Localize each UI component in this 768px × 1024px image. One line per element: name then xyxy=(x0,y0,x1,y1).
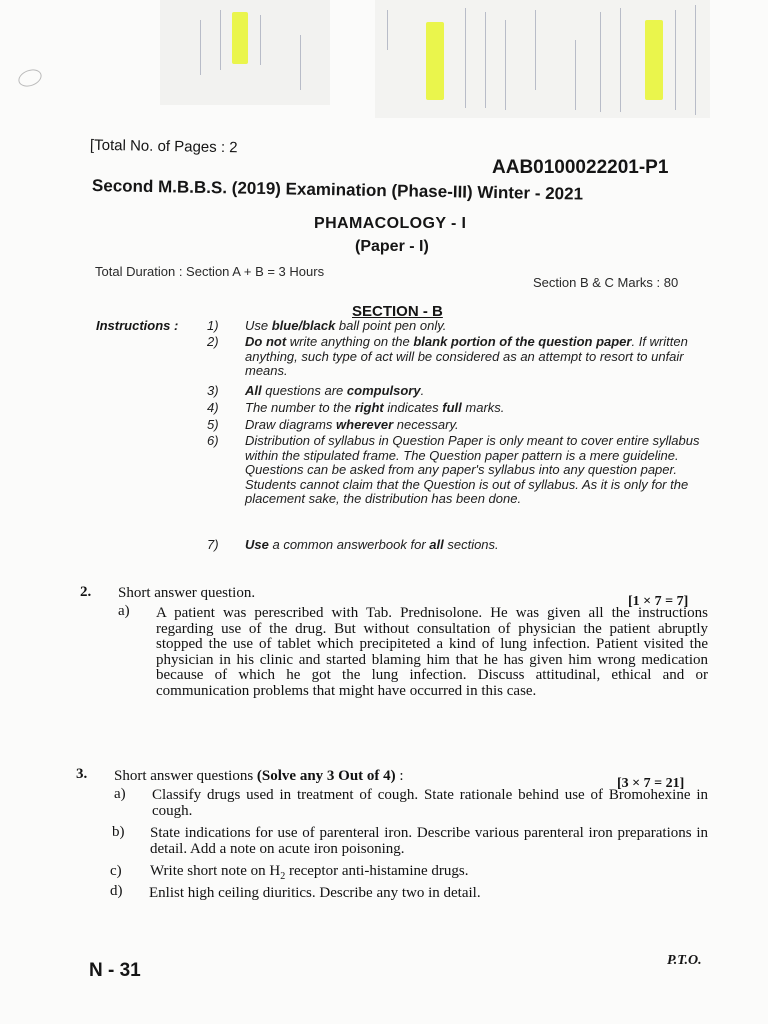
highlight-mark xyxy=(426,22,444,100)
instruction-text: Do not write anything on the blank portion of the question paper. If written anything, such type of act will be considered as an attempt to resort to unfair means. xyxy=(245,334,688,378)
instruction-text: The number to the right indicates full marks. xyxy=(245,400,505,415)
sub-question-text: Enlist high ceiling diuritics. Describe any two in detail. xyxy=(149,885,481,901)
note-scrap-left xyxy=(160,0,330,105)
sub-question-label: a) xyxy=(118,603,130,619)
instruction-number: 3) xyxy=(207,383,219,398)
question-heading: Short answer questions (Solve any 3 Out of 4) : xyxy=(114,768,404,784)
highlight-mark xyxy=(645,20,663,100)
highlight-mark xyxy=(232,12,248,64)
sub-question-label: d) xyxy=(110,883,123,899)
question-number: 3. xyxy=(76,766,88,782)
sub-question-label: a) xyxy=(114,786,126,802)
subject-title: PHAMACOLOGY - I xyxy=(314,215,467,232)
page-code: N - 31 xyxy=(89,960,141,981)
sub-question-text: Classify drugs used in treatment of cough. State rationale behind use of Bromohexine in cough. xyxy=(152,787,708,819)
question-number: 2. xyxy=(80,584,92,600)
note-scrap-right xyxy=(375,0,710,118)
question-marks: [1 × 7 = 7] xyxy=(628,594,689,609)
exam-title: Second M.B.B.S. (2019) Examination (Phase-III) Winter - 2021 xyxy=(91,176,584,204)
instruction-text: All questions are compulsory. xyxy=(245,383,425,398)
instruction-number: 7) xyxy=(207,537,219,552)
paper-code: AAB0100022201-P1 xyxy=(492,157,669,178)
section-heading: SECTION - B xyxy=(352,303,443,320)
instruction-number: 2) xyxy=(207,334,219,349)
paper-number: (Paper - I) xyxy=(355,238,429,255)
instruction-number: 4) xyxy=(207,400,219,415)
margin-doodle xyxy=(16,66,44,89)
total-pages: [Total No. of Pages : 2 xyxy=(89,136,238,157)
instruction-number: 6) xyxy=(207,433,219,448)
instruction-text: Draw diagrams wherever necessary. xyxy=(245,417,459,432)
instruction-number: 5) xyxy=(207,417,219,432)
instruction-text: Use blue/black ball point pen only. xyxy=(245,318,447,333)
section-marks: Section B & C Marks : 80 xyxy=(533,275,679,290)
sub-question-label: b) xyxy=(112,824,125,840)
sub-question-text: State indications for use of parenteral iron. Describe various parenteral iron preparations in detail. Add a note on acute iron poisoning. xyxy=(150,825,708,857)
instruction-text: Distribution of syllabus in Question Paper is only meant to cover entire syllabus within the stipulated frame. The Question paper pattern is a mere guideline. Questions can be asked from any paper's syllabus into any question paper. Students cannot claim that the Question is out of syllabus. As it is only for the placement sake, the distribution has been done. xyxy=(245,433,700,506)
total-duration: Total Duration : Section A + B = 3 Hours xyxy=(95,264,325,279)
instructions-label: Instructions : xyxy=(96,318,179,333)
instruction-text: Use a common answerbook for all sections. xyxy=(245,537,499,552)
question-heading: Short answer question. xyxy=(118,585,256,601)
sub-question-label: c) xyxy=(110,863,122,879)
background-notes-strip xyxy=(150,0,710,118)
instruction-number: 1) xyxy=(207,318,219,333)
question-marks: [3 × 7 = 21] xyxy=(617,776,685,791)
please-turn-over: P.T.O. xyxy=(667,953,702,968)
sub-question-text: Write short note on $H_2$ receptor anti-histamine drugs. xyxy=(150,863,469,882)
sub-question-text: A patient was perescribed with Tab. Prednisolone. He was given all the instructions regarding use of the drug. But without consultation of physician the patient abruptly stopped the use of tablet which precipiteted a kind of lung infection. Patient visited the physician in his clinic and started blaming him that he has given him wrong medication because of which he got the lung infection. Discuss attitudinal, ethical and or communication problems that might have occurred in this case. xyxy=(156,605,708,699)
